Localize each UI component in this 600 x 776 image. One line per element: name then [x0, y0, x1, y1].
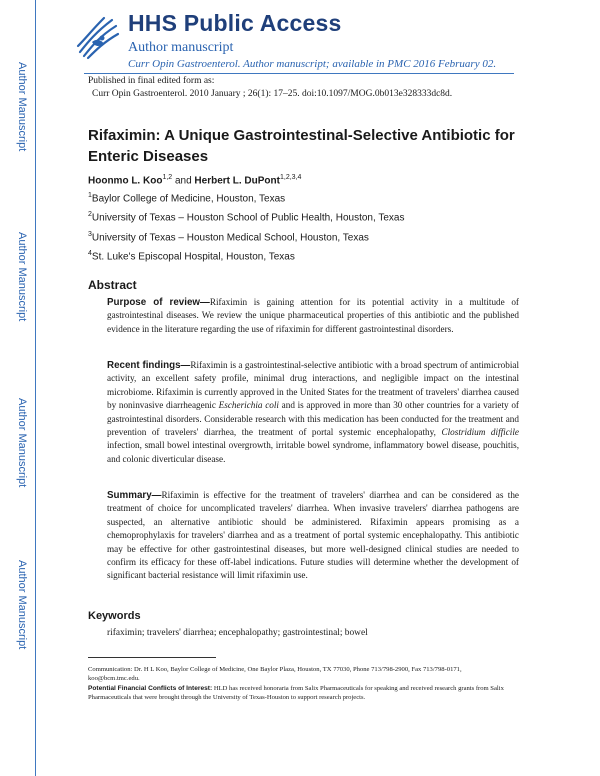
sidebar-label: Author Manuscript — [16, 398, 28, 488]
author-name: Hoonmo L. Koo — [88, 175, 163, 187]
header-subtitle: Author manuscript — [128, 40, 234, 55]
header-divider — [84, 73, 514, 74]
summary-text: Rifaximin is effective for the treatment of travelers' diarrhea and can be considered as the treatment of choice for uncomplicated travelers' diarrhea. When invasive travelers' diarrhea pathogens are suspected, an alternative antibiotic should be administered. Rifaximin appears promising as a chemoprophylaxis for travelers' diarrhea and as a treatment of portal systemic encephalopathy. This antibiotic may be effective for other gastrointestinal diseases, but more well-designed clinical studies are needed to confirm its efficacy for these off-label indications. Future studies will determine whether the development of significant bacterial resistance will limit rifaximin use. — [107, 490, 519, 581]
sidebar-label: Author Manuscript — [16, 232, 28, 322]
species-name: Clostridium difficile — [441, 427, 519, 438]
header-citation — [128, 58, 496, 70]
species-name: Escherichia coli — [218, 400, 279, 411]
hhs-eagle-logo-icon — [72, 12, 122, 62]
sidebar-label: Author Manuscript — [16, 62, 28, 152]
purpose-text: Rifaximin is gaining attention for its potential activity in a multitude of gastrointestinal diseases. We review the unique pharmaceutical properties of this antibiotic and the published evidence in the literature regarding the use of rifaximin for different gastrointestinal disorders. — [107, 297, 519, 334]
author-conjunction: and — [174, 175, 192, 187]
footnote-correspondence: Communication: Dr. H L Koo, Baylor College of Medicine, One Baylor Plaza, Houston, TX 77030, Phone 713/798-2900, Fax 713/798-0171, koo@bcm.tmc.edu. — [88, 666, 462, 683]
published-citation: Curr Opin Gastroenterol. 2010 January ; 26(1): 17–25. doi:10.1097/MOG.0b013e328333dc8d. — [92, 89, 453, 99]
keywords-text: rifaximin; travelers' diarrhea; encephalopathy; gastrointestinal; bowel — [107, 628, 368, 638]
abstract-purpose — [107, 296, 519, 336]
affiliation: $^4$St. Luke's Episcopal Hospital, Houston, Texas — [88, 250, 295, 263]
abstract-summary — [107, 489, 519, 583]
affiliation: $^1$Baylor College of Medicine, Houston, Texas — [88, 192, 286, 205]
author-name: Herbert L. DuPont — [194, 175, 280, 187]
sidebar-rule — [35, 0, 36, 776]
author-affiliation-sup: 1,2,3,4 — [279, 174, 302, 181]
affiliation: $^3$University of Texas – Houston Medical School, Houston, Texas — [88, 231, 369, 244]
purpose-label: Purpose of review— — [107, 297, 210, 308]
published-label: Published in final edited form as: — [88, 76, 215, 86]
article-title: Rifaximin: A Unique Gastrointestinal-Selective Antibiotic for Enteric Diseases — [88, 127, 515, 165]
author-list — [88, 174, 301, 186]
abstract-findings: Recent findings—Rifaximin is a gastrointestinal-selective antibiotic with a broad spectrum of antimicrobial activity, an excellent safety profile, minimal drug interactions, and negligible impact on the intestinal microbiome. Rifaximin is currently approved in the United States for the treatment of travelers' diarrhea caused by noninvasive diarrheagenic Escherichia coli and is approved in more than 30 other countries for a variety of gastrointestinal disorders. Considerable research with this medication has been conducted for the treatment and prevention of travelers' diarrhea, the treatment of portal systemic encephalopathy, Clostridium difficile infection, small bowel intestinal overgrowth, irritable bowel syndrome, inflammatory bowel disease, pouchitis, and colonic diverticular disease. — [107, 360, 520, 464]
summary-label: Summary— — [107, 490, 162, 501]
abstract-heading: Abstract — [88, 278, 137, 292]
findings-label: Recent findings— — [107, 360, 191, 371]
footnote-conflicts: Potential Financial Conflicts of Interest: HLD has received honoraria from Salix Pharmaceuticals for speaking and received research grants from Salix Pharmaceuticals that were brought through the University of Texas-Houston to support research projects. — [88, 685, 504, 702]
header-title: HHS Public Access — [128, 10, 342, 36]
journal-name: Curr Opin Gastroenterol. Author manuscript; available in PMC 2016 February 02. — [128, 58, 497, 70]
sidebar-label: Author Manuscript — [16, 560, 28, 650]
footnote-divider — [88, 657, 216, 658]
conflicts-label: Potential Financial Conflicts of Interest: — [88, 685, 213, 692]
affiliation: $^2$University of Texas – Houston School of Public Health, Houston, Texas — [88, 211, 405, 224]
keywords-heading: Keywords — [88, 610, 141, 622]
author-affiliation-sup: 1,2 — [162, 174, 173, 181]
